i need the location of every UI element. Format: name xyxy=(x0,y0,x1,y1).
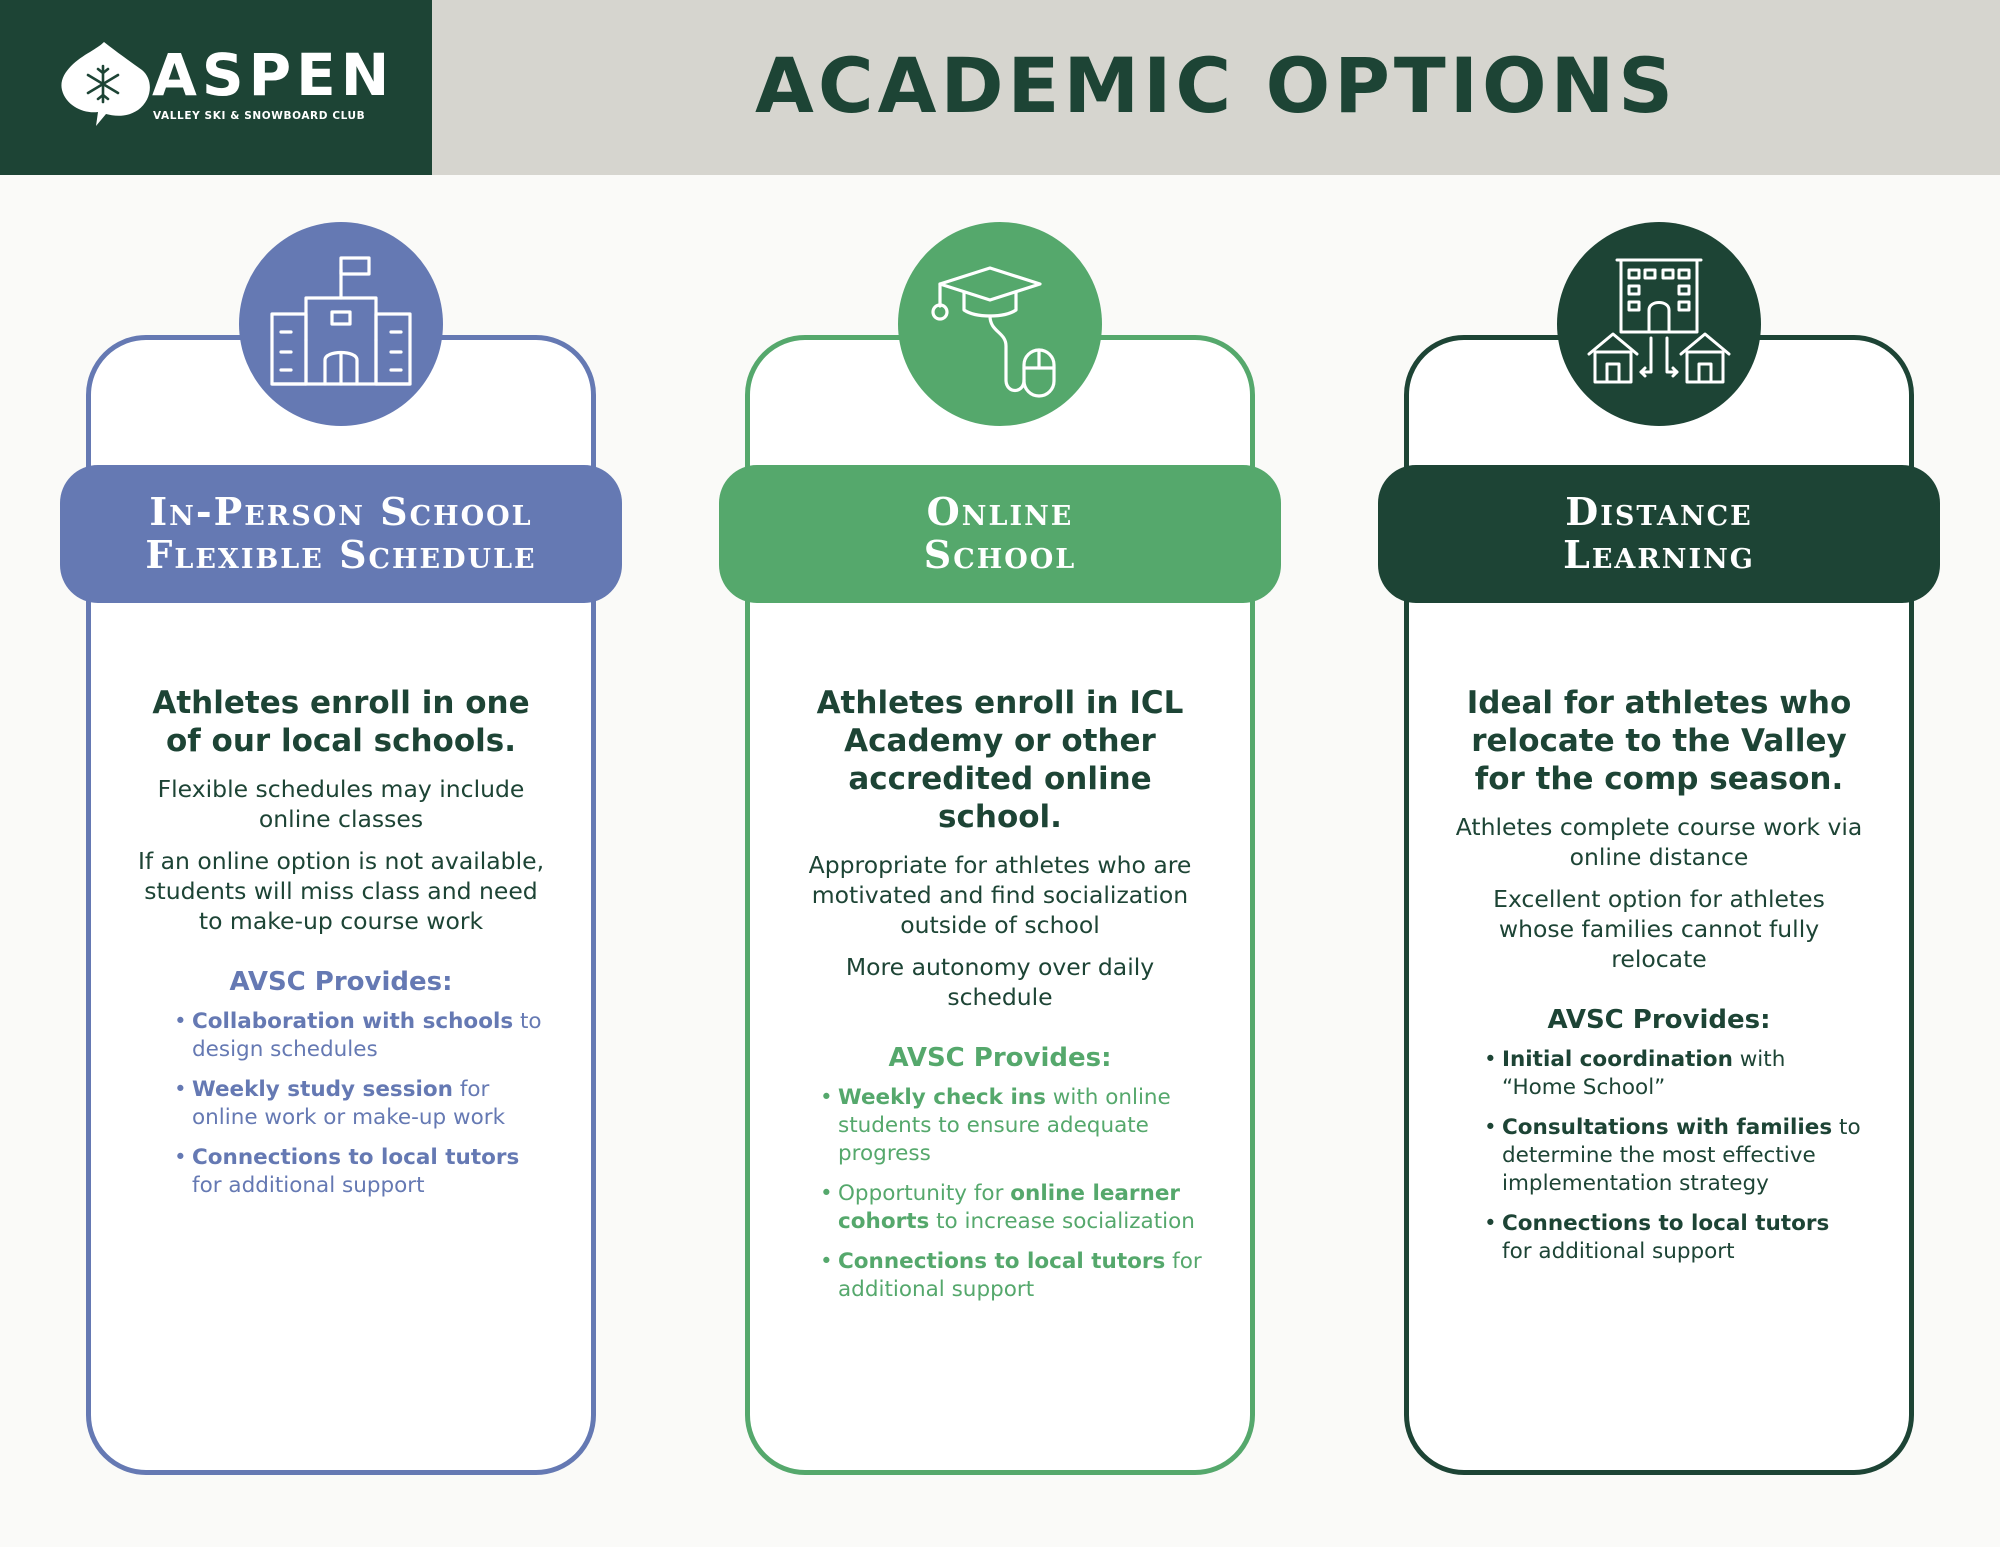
circle-online xyxy=(898,222,1102,426)
lead-text: Athletes enroll in ICL Academy or other accredited online school. xyxy=(816,685,1184,835)
paragraph-2: More autonomy over daily schedule xyxy=(845,953,1155,1011)
lead-text: Ideal for athletes who relocate to the Valley for the comp season. xyxy=(1466,685,1852,797)
bullet-item: • Collaboration with schools to design schedules xyxy=(174,1008,546,1064)
bullet-item: • Connections to local tutors for additional support xyxy=(1484,1210,1864,1266)
provides-label: AVSC Provides: xyxy=(1547,1005,1771,1035)
provides-label: AVSC Provides: xyxy=(229,967,453,997)
bullet-item: • Opportunity for online learner cohorts to increase socialization xyxy=(820,1180,1205,1236)
provides-label: AVSC Provides: xyxy=(888,1043,1112,1073)
brand-name: ASPEN xyxy=(152,41,395,109)
school-to-homes-icon xyxy=(1557,222,1761,426)
bullet-item: • Initial coordination with “Home School” xyxy=(1484,1046,1864,1102)
paragraph-1: Athletes complete course work via online distance xyxy=(1455,813,1863,871)
page-title: ACADEMIC OPTIONS xyxy=(755,41,1677,130)
banner-title-line-2: Learning xyxy=(1563,532,1755,577)
bullet-list xyxy=(1484,1046,1864,1266)
banner-in-person xyxy=(60,465,622,603)
graduation-cap-mouse-icon xyxy=(898,222,1102,426)
content-in-person xyxy=(136,684,546,1212)
logo xyxy=(0,0,432,175)
paragraph-2: Excellent option for athletes whose families cannot fully relocate xyxy=(1493,885,1825,973)
banner-title-line-2: Flexible Schedule xyxy=(145,532,537,577)
bullet-item: • Weekly study session for online work or make-up work xyxy=(174,1076,546,1132)
banner-title-line-1: Distance xyxy=(1565,489,1753,535)
banner-title-line-1: Online xyxy=(926,489,1074,535)
paragraph-2: If an online option is not available, students will miss class and need to make-up course work xyxy=(137,847,545,935)
aspen-leaf-icon xyxy=(56,38,156,128)
circle-in-person xyxy=(239,222,443,426)
lead-text: Athletes enroll in one of our local schools. xyxy=(152,685,530,759)
banner-distance xyxy=(1378,465,1940,603)
bullet-item: • Connections to local tutors for additional support xyxy=(820,1248,1205,1304)
brand-subtitle: VALLEY SKI & SNOWBOARD CLUB xyxy=(153,110,366,122)
bullet-list xyxy=(174,1008,546,1200)
bullet-item: • Connections to local tutors for additional support xyxy=(174,1144,546,1200)
school-building-icon xyxy=(239,222,443,426)
circle-distance xyxy=(1557,222,1761,426)
bullet-item: • Weekly check ins with online students to ensure adequate progress xyxy=(820,1084,1205,1168)
banner-title-line-2: School xyxy=(923,532,1077,577)
bullet-list xyxy=(820,1084,1205,1304)
content-online xyxy=(795,684,1205,1316)
banner-title-line-1: In-Person School xyxy=(149,489,533,535)
banner-online xyxy=(719,465,1281,603)
paragraph-1: Flexible schedules may include online classes xyxy=(157,775,525,833)
content-distance xyxy=(1454,684,1864,1278)
bullet-item: • Consultations with families to determine the most effective implementation strategy xyxy=(1484,1114,1864,1198)
paragraph-1: Appropriate for athletes who are motivated and find socialization outside of school xyxy=(808,851,1192,939)
